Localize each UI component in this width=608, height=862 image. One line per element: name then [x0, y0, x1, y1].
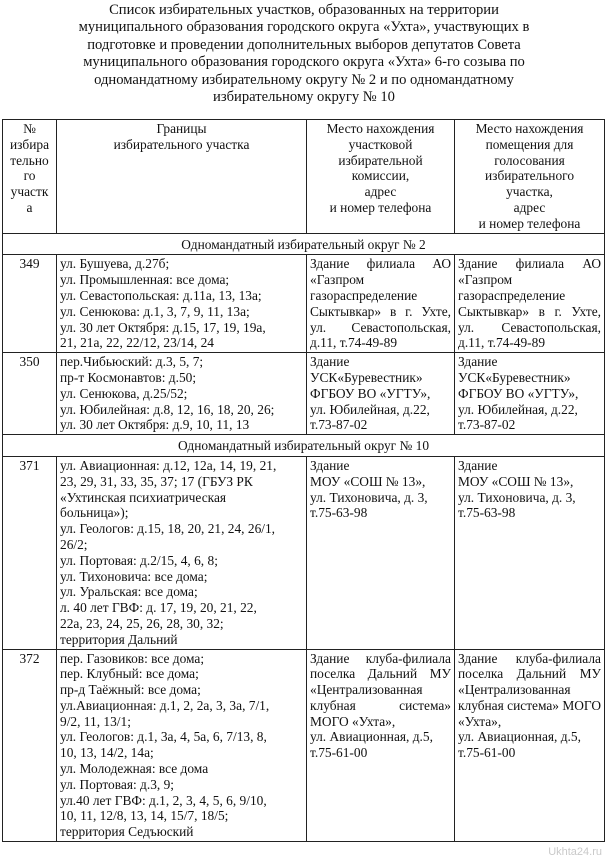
table-row	[3, 353, 605, 435]
voting-location: Здание клуба-филиала поселка Дальний МУ «Централизованная клубная система» МОГО «Ухта», ул. Авиационная, д.5, т.75-61-00	[455, 649, 605, 842]
station-boundaries: пер. Газовиков: все дома; пер. Клубный: все дома; пр-д Таёжный: все дома; ул.Авиационная: д.1, 2, 2а, 3, 3а, 7/1, 9/2, 11, 13/1; ул. Геологов: д.1, 3а, 4, 5а, 6, 7/13, 8, 10, 13, 14/2, 14а; ул. Молодежная: все дома ул. Портовая: д.3, 9; ул.40 лет ГВФ: д.1, 2, 3, 4, 5, 6, 9/10, 10, 11, 12/8, 13, 14, 15/7, 18/5; территория Седъюский	[57, 649, 307, 842]
header-voting-location: Место нахождения помещения для голосования избирательного участка, адрес и номер телефона	[455, 120, 605, 234]
site-watermark: Ukhta24.ru	[548, 846, 602, 858]
section-label: Одномандатный избирательный округ № 10	[3, 435, 605, 457]
station-boundaries: ул. Бушуева, д.27б; ул. Промышленная: все дома; ул. Севастопольская: д.11а, 13, 13а; ул. Сенюкова: д.1, 3, 7, 9, 11, 13а; ул. 30 лет Октября: д.15, 17, 19, 19а, 21, 21а, 22, 22/12, 23/14, 24	[57, 255, 307, 353]
header-commission-location: Место нахождения участковой избирательной комиссии, адрес и номер телефона	[307, 120, 455, 234]
table-header-row	[3, 120, 605, 234]
polling-stations-table	[2, 119, 605, 842]
table-row	[3, 649, 605, 842]
commission-location: Здание УСК«Буревестник» ФГБОУ ВО «УГТУ», ул. Юбилейная, д.22, т.73-87-02	[307, 353, 455, 435]
table-row	[3, 456, 605, 649]
station-number: 372	[3, 649, 57, 842]
station-number: 349	[3, 255, 57, 353]
commission-location: Здание клуба-филиала поселка Дальний МУ «Централизованная клубная система» МОГО «Ухта», ул. Авиационная, д.5, т.75-61-00	[307, 649, 455, 842]
station-number: 371	[3, 456, 57, 649]
header-station-number: № избира тельно го участк а	[3, 120, 57, 234]
station-number: 350	[3, 353, 57, 435]
voting-location: Здание МОУ «СОШ № 13», ул. Тихоновича, д. 3, т.75-63-98	[455, 456, 605, 649]
section-row	[3, 233, 605, 255]
station-boundaries: пер.Чибьюский: д.3, 5, 7; пр-т Космонавтов: д.50; ул. Сенюкова, д.25/52; ул. Юбилейная: д.8, 12, 16, 18, 20, 26; ул. 30 лет Октября: д.9, 10, 11, 13	[57, 353, 307, 435]
section-label: Одномандатный избирательный округ № 2	[3, 233, 605, 255]
voting-location: Здание УСК«Буревестник» ФГБОУ ВО «УГТУ», ул. Юбилейная, д.22, т.73-87-02	[455, 353, 605, 435]
table-row	[3, 255, 605, 353]
section-row	[3, 435, 605, 457]
document-title: Список избирательных участков, образованных на территории муниципального образования городского округа «Ухта», участвующих в подготовке и проведении дополнительных выборов депутатов Совета муниципального образования городского округа «Ухта» 6-го созыва по одномандатному избирательному округу № 2 и по одномандатному избирательному округу № 10	[78, 2, 530, 106]
commission-location: Здание филиала АО «Газпром газораспределение Сыктывкар» в г. Ухте, ул. Севастопольская, д.11, т.74-49-89	[307, 255, 455, 353]
commission-location: Здание МОУ «СОШ № 13», ул. Тихоновича, д. 3, т.75-63-98	[307, 456, 455, 649]
header-boundaries: Границы избирательного участка	[57, 120, 307, 234]
voting-location: Здание филиала АО «Газпром газораспределение Сыктывкар» в г. Ухте, ул. Севастопольская, д.11, т.74-49-89	[455, 255, 605, 353]
station-boundaries: ул. Авиационная: д.12, 12а, 14, 19, 21, 23, 29, 31, 33, 35, 37; 17 (ГБУЗ РК «Ухтинская психиатрическая больница»); ул. Геологов: д.15, 18, 20, 21, 24, 26/1, 26/2; ул. Портовая: д.2/15, 4, 6, 8; ул. Тихоновича: все дома; ул. Уральская: все дома; л. 40 лет ГВФ: д. 17, 19, 20, 21, 22, 22а, 23, 24, 25, 26, 28, 30, 32; территория Дальний	[57, 456, 307, 649]
